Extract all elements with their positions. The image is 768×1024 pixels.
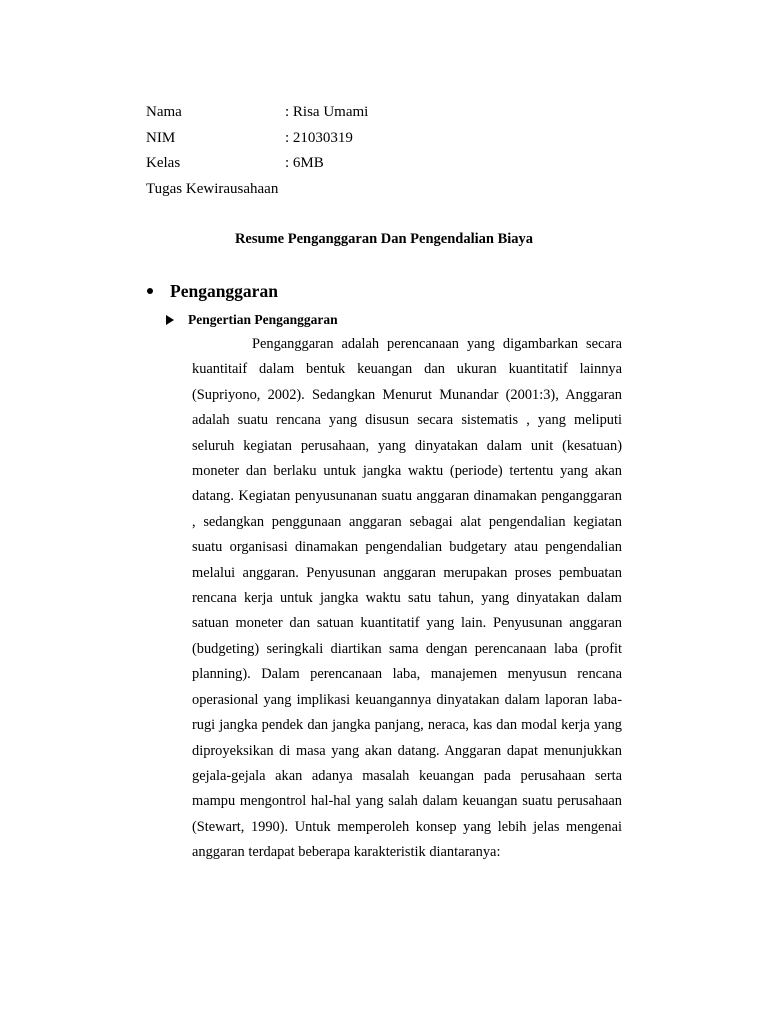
course-row — [146, 177, 368, 203]
name-label: Nama — [146, 104, 182, 120]
document-title: Resume Penganggaran Dan Pengendalian Biaya — [234, 231, 534, 247]
info-row-nim — [146, 126, 368, 152]
subsection-heading-text: Pengertian Penganggaran — [188, 312, 338, 327]
arrow-bullet-icon — [166, 315, 174, 325]
class-value: : 6MB — [285, 155, 324, 171]
info-row-class — [146, 151, 368, 177]
nim-label: NIM — [146, 129, 176, 146]
subsection-heading — [165, 310, 338, 330]
nim-value: : 21030319 — [285, 129, 353, 146]
body-paragraph: Penganggaran adalah perencanaan yang digambarkan secara kuantitaif dalam bentuk keuangan dan ukuran kuantitatif lainnya (Supriyono, 2002). Sedangkan Menurut Munandar (2001:3), Anggaran adalah suatu rencana yang disusun secara sistematis , yang meliputi seluruh kegiatan perusahaan, yang dinyatakan dalam unit (kesatuan) moneter dan berlaku untuk jangka waktu (periode) tertentu yang akan datang. Kegiatan penyusunanan suatu anggaran dinamakan penganggaran , sedangkan penggunaan anggaran sebagai alat pengendalian kegiatan suatu organisasi dinamakan pengendalian budgetary atau pengendalian melalui anggaran. Penyusunan anggaran merupakan proses pembuatan rencana kerja untuk jangka waktu satu tahun, yang dinyatakan dalam satuan moneter dan satuan kuantitatif yang lain. Penyusunan anggaran (budgeting) seringkali diartikan sama dengan perencanaan laba (profit planning). Dalam perencanaan laba, manajemen menyusun rencana operasional yang implikasi keuangannya dinyatakan dalam laporan laba-rugi jangka pendek dan jangka panjang, neraca, kas dan modal kerja yang diproyeksikan di masa yang akan datang. Anggaran dapat menunjukkan gejala-gejala akan adanya masalah keuangan pada perusahaan serta mampu mengontrol hal-hal yang salah dalam keuangan suatu perusahaan (Stewart, 1990). Untuk memperoleh konsep yang lebih jelas mengenai anggaran terdapat beberapa karakteristik diantaranya: — [192, 336, 622, 861]
info-row-name — [146, 100, 368, 126]
name-value: : Risa Umami — [285, 104, 369, 120]
section-heading — [146, 279, 278, 303]
class-label: Kelas — [146, 155, 181, 171]
course-title: Tugas Kewirausahaan — [146, 180, 279, 197]
section-heading-text: Penganggaran — [170, 281, 278, 301]
bullet-icon — [147, 288, 153, 294]
student-info — [146, 100, 368, 202]
